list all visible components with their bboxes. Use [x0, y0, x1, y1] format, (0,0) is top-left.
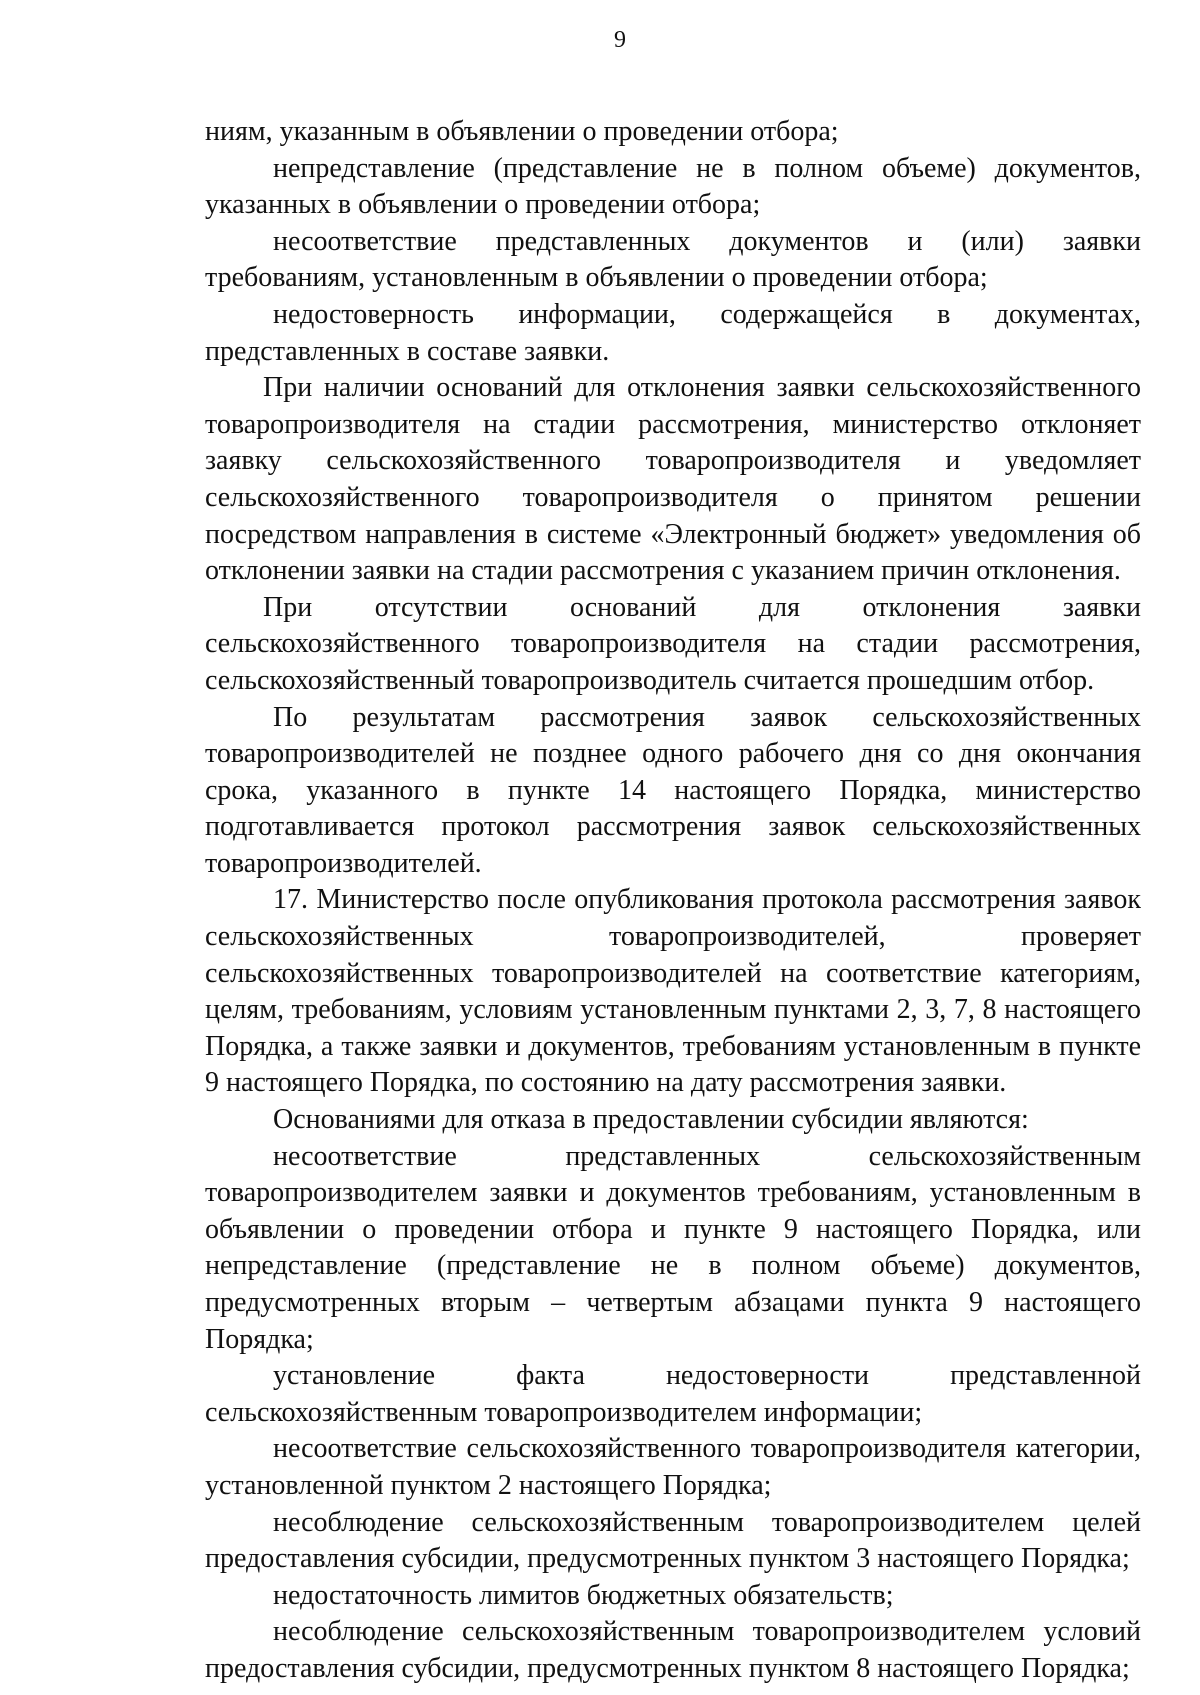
- document-body: [205, 114, 1141, 1688]
- paragraph-list-item: несоответствие представленных сельскохозяйственным товаропроизводителем заявки и документов требованиям, установленным в объявлении о проведении отбора и пункте 9 настоящего Порядка, или непредставление (представление не в полном объеме) документов, предусмотренных вторым – четвертым абзацами пункта 9 настоящего Порядка;: [205, 1140, 1141, 1355]
- paragraph-list-item: установление факта недостоверности представленной сельскохозяйственным товаропроизводителем информации;: [205, 1360, 1141, 1428]
- paragraph: При отсутствии оснований для отклонения заявки сельскохозяйственного товаропроизводителя на стадии рассмотрения, сельскохозяйственный товаропроизводитель считается прошедшим отбор.: [205, 591, 1141, 696]
- paragraph-continuation: ниям, указанным в объявлении о проведении отбора;: [205, 116, 839, 147]
- paragraph-list-item: недостоверность информации, содержащейся в документах, представленных в составе заявки.: [205, 298, 1141, 367]
- paragraph: По результатам рассмотрения заявок сельскохозяйственных товаропроизводителей не позднее одного рабочего дня со дня окончания срока, указанного в пункте 14 настоящего Порядка, министерство подготавливается протокол рассмотрения заявок сельскохозяйственных товаропроизводителей.: [205, 701, 1141, 879]
- paragraph-list-item: недостаточность лимитов бюджетных обязательств;: [273, 1579, 894, 1611]
- paragraph: Основаниями для отказа в предоставлении субсидии являются:: [273, 1104, 1029, 1136]
- paragraph-list-item: несоответствие сельскохозяйственного товаропроизводителя категории, установленной пунктом 2 настоящего Порядка;: [205, 1433, 1141, 1501]
- page-number: 9: [614, 27, 626, 53]
- paragraph-list-item: непредставление (представление не в полном объеме) документов, указанных в объявлении о проведении отбора;: [205, 152, 1141, 221]
- paragraph-section-17: 17. Министерство после опубликования протокола рассмотрения заявок сельскохозяйственных товаропроизводителей, проверяет сельскохозяйственных товаропроизводителей на соответствие категориям, целям, требованиям, условиям установленным пунктами 2, 3, 7, 8 настоящего Порядка, а также заявки и документов, требованиям установленным в пункте 9 настоящего Порядка, по состоянию на дату рассмотрения заявки.: [205, 884, 1141, 1099]
- paragraph-list-item: несоблюдение сельскохозяйственным товаропроизводителем условий предоставления субсидии, предусмотренных пунктом 8 настоящего Порядка;: [205, 1616, 1141, 1684]
- paragraph: При наличии оснований для отклонения заявки сельскохозяйственного товаропроизводителя на стадии рассмотрения, министерство отклоняет заявку сельскохозяйственного товаропроизводителя и уведомляет сельскохозяйственного товаропроизводителя о принятом решении посредством направления в системе «Электронный бюджет» уведомления об отклонении заявки на стадии рассмотрения с указанием причин отклонения.: [205, 372, 1141, 587]
- paragraph-list-item: несоблюдение сельскохозяйственным товаропроизводителем целей предоставления субсидии, предусмотренных пунктом 3 настоящего Порядка;: [205, 1506, 1141, 1575]
- paragraph-list-item: несоответствие представленных документов и (или) заявки требованиям, установленным в объявлении о проведении отбора;: [205, 225, 1141, 294]
